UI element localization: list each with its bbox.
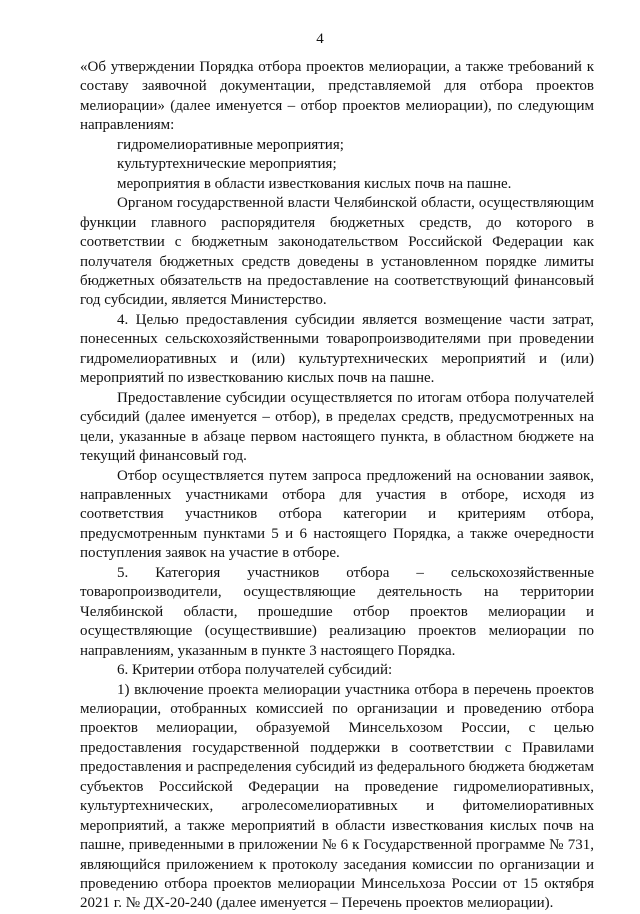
paragraph-selection-method: Отбор осуществляется путем запроса предложений на основании заявок, направленных участниками отбора для участия в отборе, исходя из соответствия участников отбора категории и критериям отбора, предусмотренным пунктами 5 и 6 настоящего Порядка, а также очередности поступления заявок на участие в отборе. bbox=[80, 467, 594, 562]
page-number: 4 bbox=[316, 31, 324, 47]
paragraph-continuation: «Об утверждении Порядка отбора проектов мелиорации, а также требований к составу заявочной документации, представляемой для отбора проектов мелиорации» (далее именуется – отбор проектов мелиорации), по следующим направлениям: bbox=[80, 59, 594, 134]
document-body bbox=[80, 58, 594, 914]
paragraph-direction-culture: культуртехнические мероприятия; bbox=[117, 156, 337, 173]
paragraph-criterion-1: 1) включение проекта мелиорации участника отбора в перечень проектов мелиорации, отобранных комиссией по организации и проведению отбора проектов мелиорации, образуемой Минсельхозом России, с целью предоставления государственной поддержки в соответствии с Правилами предоставления и распределения субсидий из федерального бюджета бюджетам субъектов Российской Федерации на проведение гидромелиоративных, культуртехнических, агролесомелиоративных и фитомелиоративных мероприятий, а также мероприятий в области известкования кислых почв на пашне, приведенными в приложении № 6 к Государственной программе № 731, являющийся приложением к протоколу заседания комиссии по организации и проведению отбора проектов мелиорации Минсельхоза России от 15 октября 2021 г. № ДХ-20-240 (далее именуется – Перечень проектов мелиорации). bbox=[80, 681, 594, 912]
paragraph-item-4: 4. Целью предоставления субсидии является возмещение части затрат, понесенных сельскохозяйственными товаропроизводителями при проведении гидромелиоративных и (или) культуртехнических мероприятий и (или) мероприятий по известкованию кислых почв на пашне. bbox=[80, 311, 594, 387]
paragraph-authority: Органом государственной власти Челябинской области, осуществляющим функции главного распорядителя бюджетных средств, до которого в соответствии с бюджетным законодательством Российской Федерации как получателя бюджетных средств доведены в установленном порядке лимиты бюджетных обязательств на предоставление на соответствующий финансовый год субсидии, является Министерство. bbox=[80, 195, 594, 309]
paragraph-direction-liming: мероприятия в области известкования кислых почв на пашне. bbox=[117, 175, 512, 192]
paragraph-direction-hydro: гидромелиоративные мероприятия; bbox=[117, 136, 344, 153]
paragraph-subsidy-provision: Предоставление субсидии осуществляется по итогам отбора получателей субсидий (далее именуется – отбор), в пределах средств, предусмотренных на цели, указанные в абзаце первом настоящего пункта, в областном бюджете на текущий финансовый год. bbox=[80, 389, 594, 465]
paragraph-item-5: 5. Категория участников отбора – сельскохозяйственные товаропроизводители, осуществляющие деятельность на территории Челябинской области, прошедшие отбор проектов мелиорации и осуществляющие (осуществившие) реализацию проектов мелиорации по направлениям, указанным в пункте 3 настоящего Порядка. bbox=[80, 564, 594, 659]
paragraph-item-6: 6. Критерии отбора получателей субсидий: bbox=[117, 662, 393, 679]
